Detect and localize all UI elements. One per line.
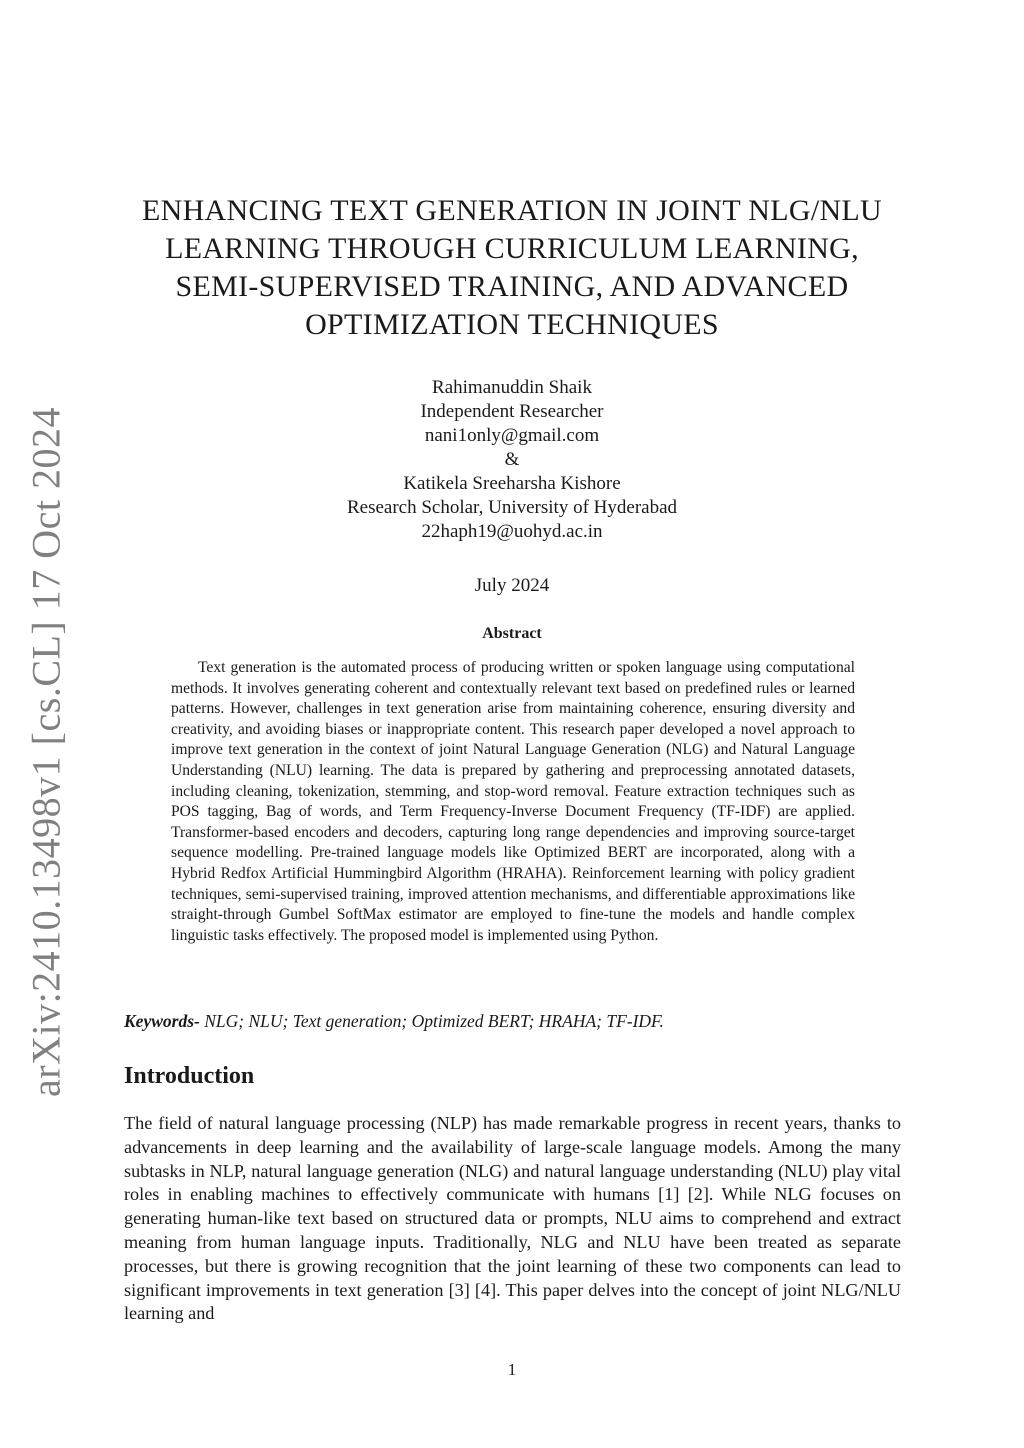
paper-title <box>124 192 900 344</box>
author-separator: & <box>504 449 520 470</box>
abstract-body: Text generation is the automated process of producing written or spoken language using computational methods. It involves generating coherent and contextually relevant text based on predefined rules or learned patterns. However, challenges in text generation arise from maintaining coherence, ensuring diversity and creativity, and avoiding biases or inappropriate content. This research paper developed a novel approach to improve text generation in the context of joint Natural Language Generation (NLG) and Natural Language Understanding (NLU) learning. The data is prepared by gathering and preprocessing annotated datasets, including cleaning, tokenization, stemming, and stop-word removal. Feature extraction techniques such as POS tagging, Bag of words, and Term Frequency-Inverse Document Frequency (TF-IDF) are applied. Transformer-based encoders and decoders, capturing long range dependencies and improving source-target sequence modelling. Pre-trained language models like Optimized BERT are incorporated, along with a Hybrid Redfox Artificial Hummingbird Algorithm (HRAHA). Reinforcement learning with policy gradient techniques, semi-supervised training, improved attention mechanisms, and differentiable approximations like straight-through Gumbel SoftMax estimator are employed to fine-tune the models and handle complex linguistic tasks effectively. The proposed model is implemented using Python. <box>171 659 855 944</box>
title-line: LEARNING THROUGH CURRICULUM LEARNING, <box>165 232 859 265</box>
author1-name: Rahimanuddin Shaik <box>432 377 592 398</box>
abstract-heading: Abstract <box>482 625 542 642</box>
keywords-line <box>124 1011 900 1032</box>
author1-email: nani1only@gmail.com <box>424 425 600 446</box>
title-line: SEMI-SUPERVISED TRAINING, AND ADVANCED <box>175 270 849 303</box>
author2-name: Katikela Sreeharsha Kishore <box>403 473 621 494</box>
author1-affiliation: Independent Researcher <box>420 401 604 422</box>
author2-affiliation: Research Scholar, University of Hyderabad <box>346 497 678 518</box>
title-line: ENHANCING TEXT GENERATION IN JOINT NLG/NLU <box>141 194 883 227</box>
author-block <box>124 376 900 544</box>
publication-date: July 2024 <box>474 575 550 596</box>
keywords-text: NLG; NLU; Text generation; Optimized BERT; HRAHA; TF-IDF. <box>199 1011 664 1031</box>
keywords-label: Keywords- <box>124 1011 200 1031</box>
arxiv-identifier-stamp: arXiv:2410.13498v1 [cs.CL] 17 Oct 2024 <box>23 406 69 1098</box>
introduction-body: The field of natural language processing (NLP) has made remarkable progress in recent years, thanks to advancements in deep learning and the availability of large-scale language models. Among the many subtasks in NLP, natural language generation (NLG) and natural language understanding (NLU) play vital roles in enabling machines to effectively communicate with humans [1] [2]. While NLG focuses on generating human-like text based on structured data or prompts, NLU aims to comprehend and extract meaning from human language inputs. Traditionally, NLG and NLU have been treated as separate processes, but there is growing recognition that the joint learning of these two components can lead to significant improvements in text generation [3] [4]. This paper delves into the concept of joint NLG/NLU learning and <box>124 1113 901 1324</box>
page-number: 1 <box>507 1360 517 1379</box>
title-line: OPTIMIZATION TECHNIQUES <box>305 308 719 341</box>
author2-email: 22haph19@uohyd.ac.in <box>421 521 603 542</box>
section-heading-introduction: Introduction <box>124 1063 255 1089</box>
